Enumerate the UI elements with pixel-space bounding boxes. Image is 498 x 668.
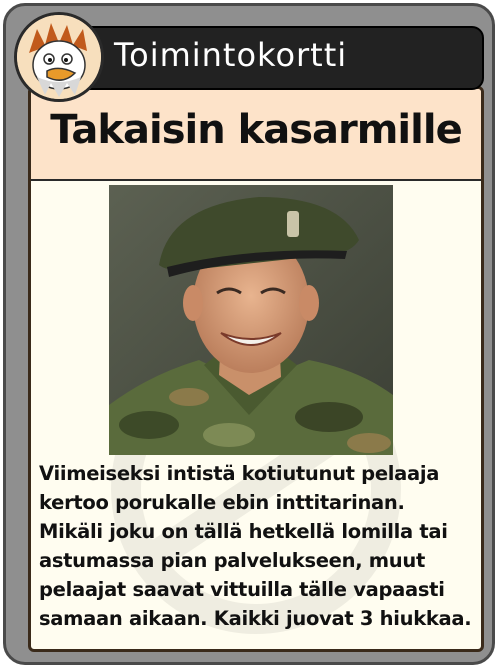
card-type-bar: [66, 26, 484, 90]
soldier-photo-image: [109, 185, 393, 455]
card-rules-text: Viimeiseksi intistä kotiutunut pelaaja kertoo porukalle ebin inttitarinan. Mikäli joku on tällä hetkellä lomilla tai astumassa pian palvelukseen, muut pelaajat saavat vittuilla tälle vapaasti samaan aikaan. Kaikki juovat 3 hiukkaa.: [39, 462, 472, 630]
duck-mascot-icon: [14, 12, 104, 102]
card-photo: [109, 185, 393, 455]
card-type-label: Toimintokortti: [114, 36, 348, 74]
title-band: [31, 89, 481, 181]
card-face: [28, 86, 484, 652]
card-title: Takaisin kasarmille: [50, 107, 462, 153]
card-frame: [3, 3, 495, 665]
